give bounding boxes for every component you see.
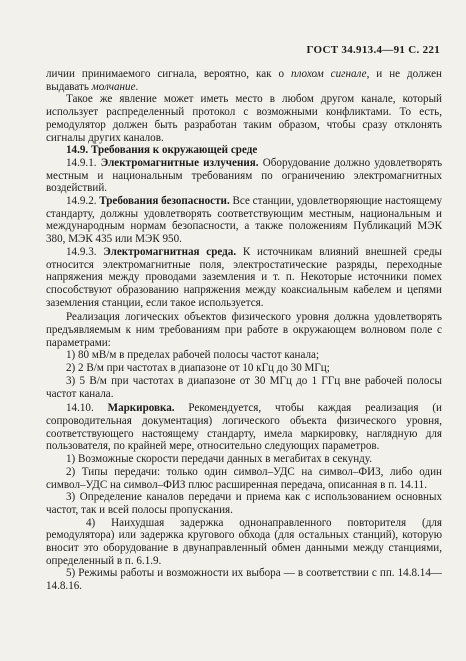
paragraph bbox=[46, 466, 442, 491]
text-run: 3) Определение каналов передачи и приема как с использованием основных частот, так и всей полосы пропускания. bbox=[46, 491, 442, 516]
text-run: Оборудование должно удовлетворять местным и национальным требованиям по ограничению электромагнитных воздействий. bbox=[46, 156, 443, 195]
paragraph bbox=[46, 195, 442, 246]
text-run: . bbox=[135, 80, 139, 93]
text-run: 3) 5 В/м при частотах в диапазоне от 30 МГц до 1 ГГц вне рабочей полосы частот канала. bbox=[46, 374, 442, 400]
text-run: 5) Режимы работы и возможности их выбора — в соответствии с пп. 14.8.14—14.8.16. bbox=[46, 567, 442, 593]
paragraph bbox=[46, 567, 442, 592]
bold-text: 14.9. Требования к окружающей среде bbox=[66, 144, 258, 157]
paragraph bbox=[46, 93, 442, 144]
text-run: 4) Наихудшая задержка однонаправленного повторителя (для ремодулятора) или задержка кругового обхода (для остальных станций), которую вносит это оборудование в двунаправленный обмен данными между станциями, определенный в п. 6.1.9. bbox=[46, 516, 442, 567]
text-run: 14.10. bbox=[66, 402, 108, 415]
paragraph bbox=[46, 362, 442, 375]
text-run: Все станции, удовлетворяющие настоящему стандарту, должны удовлетворять соответствующим местным, национальным и международным нормам безопасности, а также положениям Публикаций МЭК 380, МЭК 435 или МЭК 950. bbox=[46, 195, 443, 246]
text-run: 14.9.1. bbox=[66, 156, 101, 169]
text-run: Рекомендуется, чтобы каждая реализация (и сопроводительная документация) логического объекта физического уровня, соответствующего настоящему стандарту, имела маркировку, наглядную для пользователя, по крайней мере, относительно следующих параметров. bbox=[46, 402, 442, 453]
text-run: Такое же явление может иметь место в любом другом канале, который использует распределенный протокол с возможными конфликтами. То есть, ремодулятор должен быть разработан таким образом, чтобы сразу отклонять сигналы других каналов. bbox=[46, 93, 442, 144]
text-run: 1) 80 мВ/м в пределах рабочей полосы частот канала; bbox=[66, 349, 320, 362]
paragraph bbox=[46, 157, 442, 195]
paragraph bbox=[46, 453, 442, 466]
paragraph bbox=[46, 246, 442, 310]
paragraph bbox=[46, 375, 442, 400]
paragraph bbox=[46, 311, 442, 349]
text-run: 2) 2 В/м при частотах в диапазоне от 10 кГц до 30 МГц; bbox=[66, 362, 330, 375]
text-run: Реализация логических объектов физического уровня должна удовлетворять предъявляемым к ним требованиям при работе в окружающем волновом поле с параметрами: bbox=[46, 311, 442, 349]
paragraph bbox=[46, 349, 442, 362]
paragraph bbox=[46, 517, 442, 568]
paragraph bbox=[46, 68, 442, 93]
document-body bbox=[46, 68, 442, 593]
bold-text: Требования безопасности. bbox=[99, 195, 230, 208]
text-run: К источникам влияний внешней среды относится электромагнитные поля, электростатические разряды, переходные напряжения между проводами заземления и т. п. Некоторые источники помех способствуют образованию напряжения между коаксиальным кабелем и цепями заземления станции, если такое используется. bbox=[46, 245, 442, 309]
italic-text: молчание bbox=[91, 80, 136, 93]
text-run: , и не должен выдавать bbox=[46, 68, 442, 93]
page-header: ГОСТ 34.913.4—91 С. 221 bbox=[306, 44, 440, 56]
italic-text: плохом сигнале bbox=[291, 68, 367, 80]
text-run: личии принимаемого сигнала, вероятно, как о bbox=[46, 68, 292, 80]
paragraph bbox=[46, 402, 442, 453]
bold-text: Электромагнитные излучения. bbox=[100, 156, 259, 169]
bold-text: Маркировка. bbox=[107, 402, 175, 415]
paragraph bbox=[46, 144, 442, 157]
text-run: 2) Типы передачи: только один символ–УДС на символ–ФИЗ, либо один символ–УДС на символ–ФИЗ плюс расширенная передача, описанная в п. 14.11. bbox=[46, 465, 442, 491]
paragraph bbox=[46, 491, 442, 516]
text-run: 14.9.3. bbox=[66, 245, 104, 258]
bold-text: Электромагнитная среда. bbox=[103, 245, 237, 258]
text-run: 1) Возможные скорости передачи данных в мегабитах в секунду. bbox=[66, 453, 372, 466]
text-run: 14.9.2. bbox=[66, 195, 100, 208]
